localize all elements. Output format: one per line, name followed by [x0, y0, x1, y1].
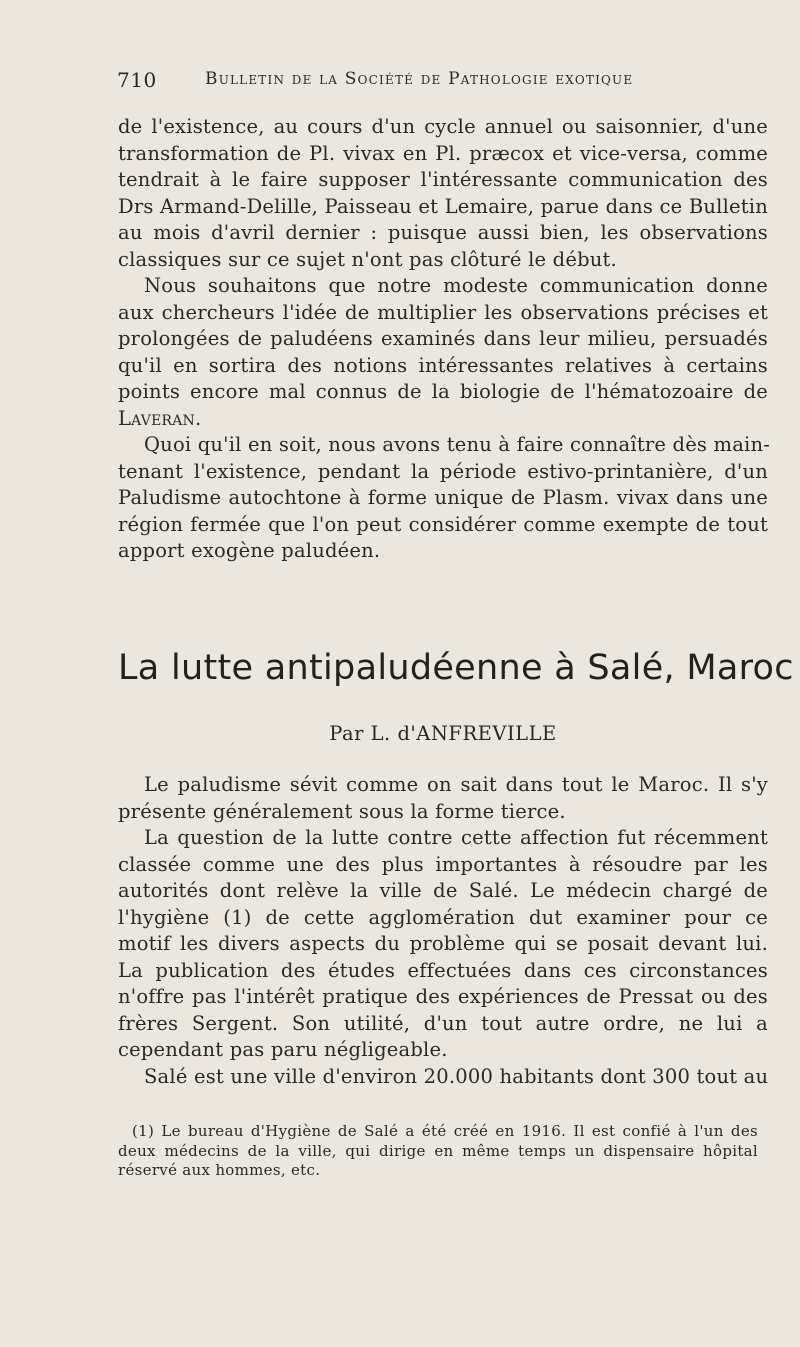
footnotes [118, 1122, 758, 1181]
previous-article-conclusion [118, 114, 771, 565]
text-line: de l'existence, au cours d'un cycle annuel ou saisonnier, d'une [118, 115, 768, 138]
text-line: Laveran. [118, 406, 202, 430]
text-line: autorités dont relève la ville de Salé. Le médecin chargé de [118, 879, 768, 902]
text-line: Salé est une ville d'environ 20.000 habitants dont 300 tout au [144, 1064, 769, 1088]
text-line: transformation de Pl. vivax en Pl. præcox et vice-versa, comme [118, 141, 768, 165]
text-line: apport exogène paludéen. [118, 539, 381, 562]
text-line: présente généralement sous la forme tierce. [118, 799, 566, 823]
footnote-line: deux médecins de la ville, qui dirige en même temps un dispensaire hôpital [118, 1141, 758, 1160]
text-line: n'offre pas l'intérêt pratique des expériences de Pressat ou des [118, 985, 768, 1008]
text-line: Paludisme autochtone à forme unique de Plasm. vivax dans une [118, 486, 768, 509]
text-line: tenant l'existence, pendant la période estivo-printanière, d'un [118, 459, 768, 483]
text-line: Quoi qu'il en soit, nous avons tenu à faire connaître dès main- [144, 433, 771, 456]
text-line: au mois d'avril dernier : puisque aussi bien, les observations [118, 221, 768, 244]
article-body [118, 772, 768, 1090]
text-line: tendrait à le faire supposer l'intéressante communication des [118, 168, 768, 191]
text-line: La publication des études effectuées dans ces circonstances [118, 958, 768, 982]
text-line: l'hygiène (1) de cette agglomération dut examiner pour ce [118, 905, 768, 929]
running-head [117, 68, 757, 98]
article-title: La lutte antipaludéenne à Salé, Maroc [118, 648, 794, 688]
text-line: frères Sergent. Son utilité, d'un tout autre ordre, ne lui a [118, 1011, 768, 1035]
footnote-line: (1) Le bureau d'Hygiène de Salé a été créé en 1916. Il est confié à l'un des [132, 1122, 758, 1140]
text-line: classée comme une des plus importantes à résoudre par les [118, 852, 768, 876]
text-line: La question de la lutte contre cette affection fut récemment [144, 826, 768, 849]
journal-title: Bulletin de la Société de Pathologie exotique [205, 69, 634, 89]
text-line: aux chercheurs l'idée de multiplier les observations précises et [118, 300, 768, 324]
text-line: classiques sur ce sujet n'ont pas clôturé le début. [118, 247, 617, 271]
article-byline: Par L. d'ANFREVILLE [329, 722, 557, 745]
text-line: Nous souhaitons que notre modeste communication donne [144, 274, 768, 297]
text-line: Drs Armand-Delille, Paisseau et Lemaire, parue dans ce Bulletin [118, 194, 768, 218]
text-line: motif les divers aspects du problème qui se posait devant lui. [118, 932, 768, 955]
text-line: qu'il en sortira des notions intéressantes relatives à certains [118, 353, 768, 377]
footnote-line: réservé aux hommes, etc. [118, 1161, 321, 1179]
text-line: prolongées de paludéens examinés dans leur milieu, persuadés [118, 327, 768, 350]
page-number: 710 [117, 68, 157, 92]
text-line: cependant pas paru négligeable. [118, 1038, 448, 1061]
text-line: région fermée que l'on peut considérer comme exempte de tout [118, 512, 768, 536]
text-line: points encore mal connus de la biologie de l'hématozoaire de [118, 380, 768, 403]
text-line: Le paludisme sévit comme on sait dans tout le Maroc. Il s'y [144, 773, 768, 796]
